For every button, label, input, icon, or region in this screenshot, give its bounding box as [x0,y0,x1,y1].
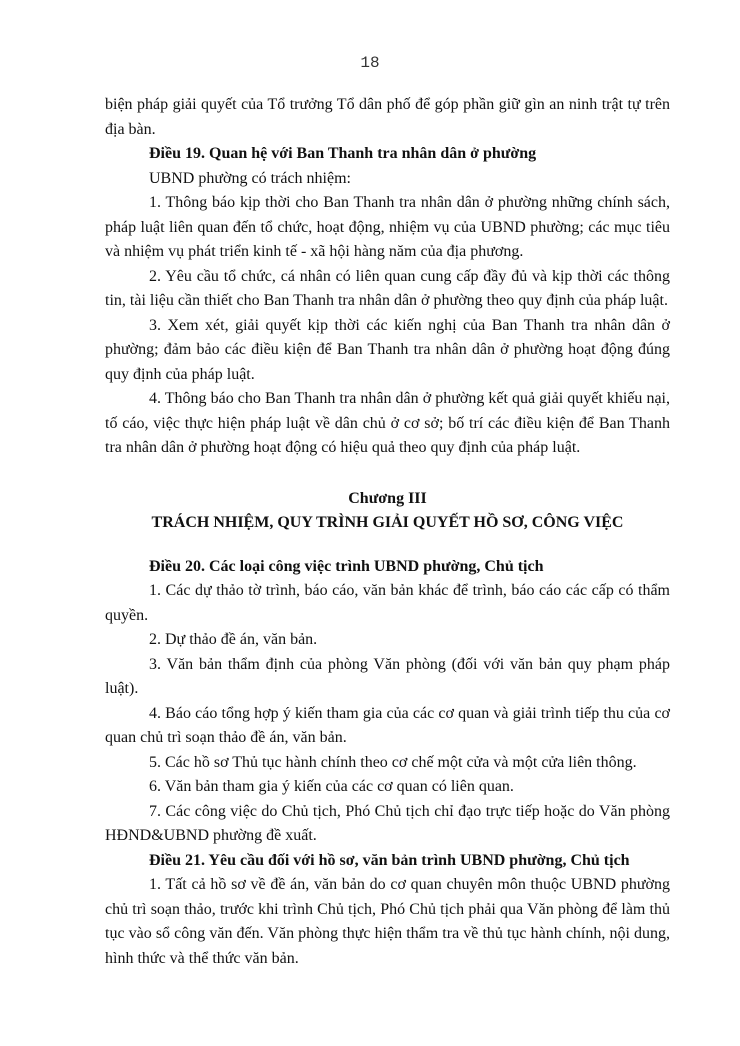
page-number: 18 [360,54,380,72]
article-19-heading: Điều 19. Quan hệ với Ban Thanh tra nhân dân ở phường [149,145,537,162]
article-19-intro: UBND phường có trách nhiệm: [149,169,351,187]
article-20-item: 2. Dự thảo đề án, văn bản. [149,631,318,648]
paragraph-continuation: biện pháp giải quyết của Tổ trưởng Tổ dân phố để góp phần giữ gìn an ninh trật tự trên địa bàn. [105,96,670,138]
article-20-item: 1. Các dự thảo tờ trình, báo cáo, văn bản khác để trình, báo cáo các cấp có thẩm quyền. [105,582,670,624]
article-20-item: 5. Các hồ sơ Thủ tục hành chính theo cơ chế một cửa và một cửa liên thông. [149,753,637,771]
article-20-item: 4. Báo cáo tổng hợp ý kiến tham gia của các cơ quan và giải trình tiếp thu của cơ quan chủ trì soạn thảo đề án, văn bản. [105,704,670,746]
article-19-item: 1. Thông báo kịp thời cho Ban Thanh tra nhân dân ở phường những chính sách, pháp luật liên quan đến tổ chức, hoạt động, nhiệm vụ của UBND phường; các mục tiêu và nhiệm vụ phát triển kinh tế - xã hội hàng năm của địa phương. [105,194,670,260]
article-20-item: 7. Các công việc do Chủ tịch, Phó Chủ tịch chỉ đạo trực tiếp hoặc do Văn phòng HĐND&UBND phường đề xuất. [105,802,670,844]
chapter-title: TRÁCH NHIỆM, QUY TRÌNH GIẢI QUYẾT HỒ SƠ, CÔNG VIỆC [151,513,624,531]
article-19-item: 3. Xem xét, giải quyết kịp thời các kiến nghị của Ban Thanh tra nhân dân ở phường; đảm bảo các điều kiện để Ban Thanh tra nhân dân ở phường hoạt động đúng quy định của pháp luật. [105,316,670,383]
article-21-item: 1. Tất cả hồ sơ về đề án, văn bản do cơ quan chuyên môn thuộc UBND phường chủ trì soạn thảo, trước khi trình Chủ tịch, Phó Chủ tịch phải qua Văn phòng để làm thủ tục vào sổ công văn đến. Văn phòng thực hiện thẩm tra về thủ tục hành chính, nội dung, hình thức và thể thức văn bản. [105,876,670,967]
article-21-heading: Điều 21. Yêu cầu đối với hồ sơ, văn bản trình UBND phường, Chủ tịch [149,851,630,869]
spacer [105,535,670,555]
spacer [105,461,670,487]
article-20-item: 3. Văn bản thẩm định của phòng Văn phòng (đối với văn bản quy phạm pháp luật). [105,655,670,697]
article-19-item: 2. Yêu cầu tổ chức, cá nhân có liên quan cung cấp đầy đủ và kịp thời các thông tin, tài liệu cần thiết cho Ban Thanh tra nhân dân ở phường theo quy định của pháp luật. [105,267,670,309]
article-20-item: 6. Văn bản tham gia ý kiến của các cơ quan có liên quan. [149,778,514,795]
article-20-heading: Điều 20. Các loại công việc trình UBND phường, Chủ tịch [149,557,544,575]
article-19-item: 4. Thông báo cho Ban Thanh tra nhân dân ở phường kết quả giải quyết khiếu nại, tố cáo, việc thực hiện pháp luật về dân chủ ở cơ sở; bố trí các điều kiện để Ban Thanh tra nhân dân ở phường hoạt động có hiệu quả theo quy định của pháp luật. [105,390,670,456]
document-body [105,93,670,971]
chapter-label: Chương III [348,489,427,507]
